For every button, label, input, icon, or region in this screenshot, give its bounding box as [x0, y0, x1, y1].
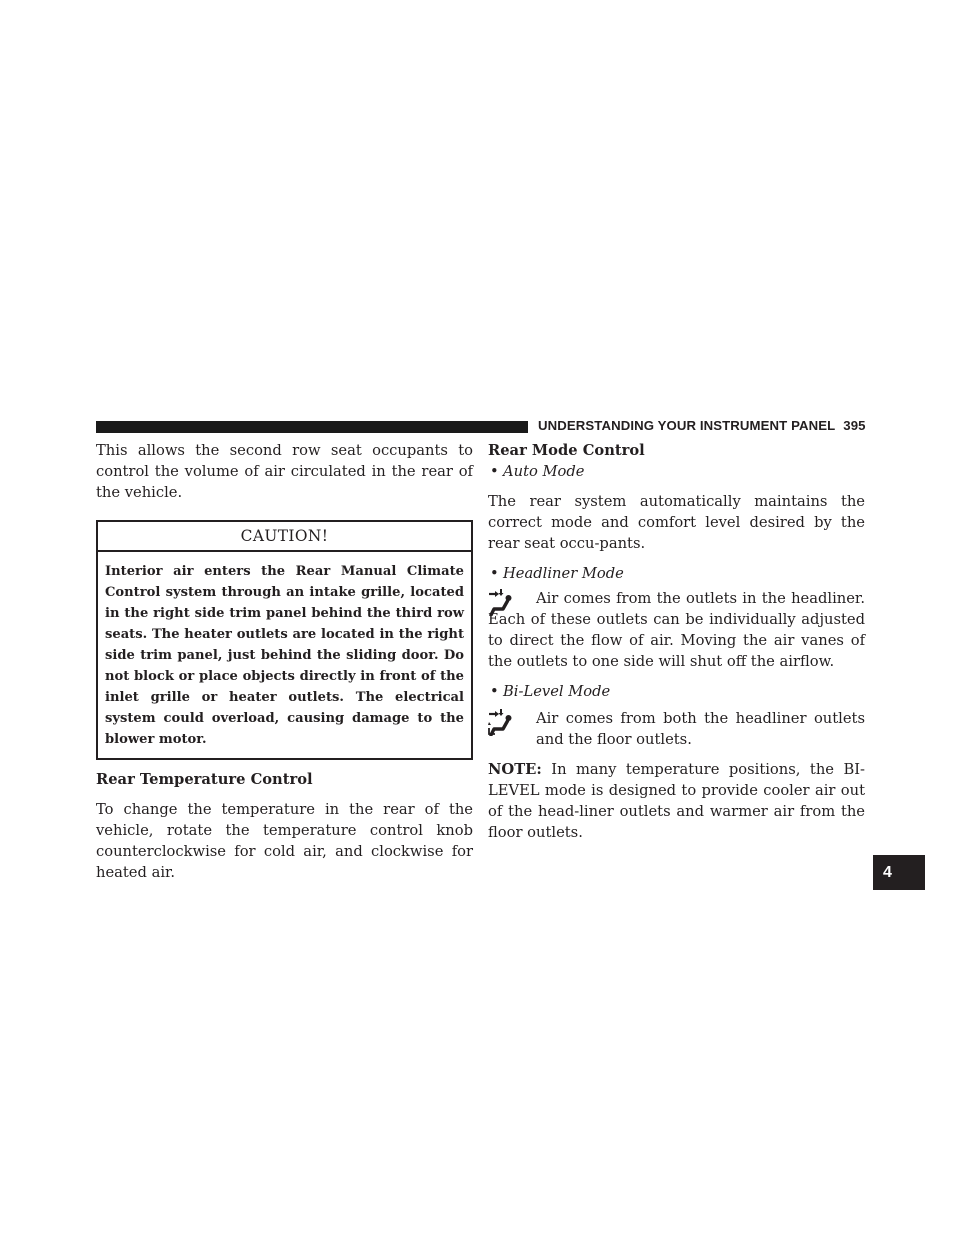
bilevel-mode-paragraph: Air comes from both the headliner outlets and the floor outlets. — [536, 710, 865, 748]
headliner-mode-icon — [488, 588, 514, 616]
running-header — [538, 418, 866, 433]
bullet-dot: • — [490, 565, 499, 582]
headliner-mode-bullet — [488, 563, 865, 584]
intro-paragraph: This allows the second row seat occupants to control the volume of air circulated in the rear of the vehicle. — [96, 442, 473, 501]
headliner-mode-label: Headliner Mode — [503, 565, 624, 582]
auto-mode-paragraph: The rear system automatically maintains the correct mode and comfort level desired by the rear seat occu-pants. — [488, 493, 865, 552]
bilevel-mode-bullet — [488, 681, 865, 702]
headliner-mode-paragraph: Air comes from the outlets in the headliner. Each of these outlets can be individually adjusted to direct the flow of air. Moving the air vanes of the outlets to one side will shut off the airflow. — [488, 590, 865, 670]
note-text: In many temperature positions, the BI-LEVEL mode is designed to provide cooler air out of the head-liner outlets and warmer air from the floor outlets. — [488, 761, 866, 841]
caution-box — [96, 520, 473, 760]
left-column — [96, 440, 473, 883]
auto-mode-bullet — [488, 461, 865, 482]
header-title: UNDERSTANDING YOUR INSTRUMENT PANEL — [538, 418, 836, 433]
bilevel-mode-label: Bi-Level Mode — [503, 683, 611, 700]
bilevel-mode-block — [488, 708, 865, 750]
bilevel-mode-icon — [488, 708, 514, 736]
chapter-tab: 4 — [873, 855, 925, 890]
rear-temperature-paragraph: To change the temperature in the rear of the vehicle, rotate the temperature control knob counterclockwise for cold air, and clockwise for heated air. — [96, 801, 473, 881]
rear-temperature-heading: Rear Temperature Control — [96, 771, 313, 788]
note-paragraph — [488, 759, 865, 843]
page-number: 395 — [843, 418, 866, 433]
rear-mode-heading: Rear Mode Control — [488, 442, 645, 459]
right-column — [488, 440, 865, 843]
headliner-mode-block — [488, 588, 865, 672]
caution-body: Interior air enters the Rear Manual Climate Control system through an intake grille, located in the right side trim panel behind the third row seats. The heater outlets are located in the right side trim panel, just behind the sliding door. Do not block or place objects directly in front of the inlet grille or heater outlets. The electrical system could overload, causing damage to the blower motor. — [105, 564, 464, 747]
header-rule — [96, 421, 528, 433]
auto-mode-label: Auto Mode — [503, 463, 585, 480]
caution-title: CAUTION! — [98, 522, 471, 552]
note-label: NOTE: — [488, 761, 542, 778]
bullet-dot: • — [490, 683, 499, 700]
bullet-dot: • — [490, 463, 499, 480]
